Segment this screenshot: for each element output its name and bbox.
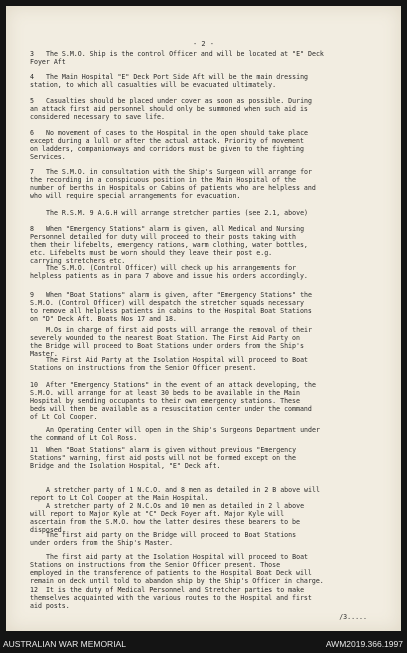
paragraph-line: Hospital by sending occupants to their own emergency stations. These [30, 397, 300, 406]
paragraph-line: S.M.O. will arrange for at least 30 beds to be available in the Main [30, 389, 300, 398]
paragraph-number: 3 [30, 50, 34, 58]
paragraph [30, 381, 392, 421]
paragraph [30, 502, 392, 534]
paragraph [30, 446, 392, 470]
paragraph-line: Stations on instructions from the Senior Officer present. [30, 364, 257, 373]
paragraph-line: on "D" Deck Aft. Boats Nos 17 and 18. [30, 315, 177, 324]
paragraph-line: employed in the transference of patients to the Hospital Boat Deck will [30, 569, 312, 578]
paragraph [30, 356, 392, 372]
paragraph-line: the recording in a conspicuous position in the Main Hospital of the [30, 176, 296, 185]
paragraph-line: The Main Hospital "E" Deck Port Side Aft will be the main dressing [46, 73, 309, 81]
paragraph-line: severely wounded to the nearest Boat Station. The First Aid Party on [30, 334, 300, 343]
paragraph [30, 553, 392, 585]
paragraph [30, 168, 392, 200]
paragraph-line: who will require special arrangements for evacuation. [30, 192, 241, 201]
paragraph-line: an attack first aid personnel should only be summoned when such aid is [30, 105, 308, 114]
paragraph-line: When "Emergency Stations" alarm is given, all Medical and Nursing [46, 225, 305, 233]
paragraph-line: Foyer Aft [30, 58, 66, 67]
continuation-marker: /3..... [339, 613, 367, 621]
paragraph-line: A stretcher party of 2 N.C.Os and 10 men as detailed in 2 l above [46, 502, 305, 510]
paragraph-line: will report to Major Kyle at "C" Deck Foyer aft. Major Kyle will [30, 510, 285, 519]
paragraph [30, 426, 392, 442]
paragraph-number: 10 [30, 381, 38, 389]
paragraph-number: 4 [30, 73, 34, 81]
paragraph-line: ascertain from the S.M.O. how the latter desires these bearers to be [30, 518, 300, 527]
paragraph-line: When "Boat Stations" alarm is given without previous "Emergency [46, 446, 297, 454]
paragraph-line: beds will then be available as a resuscitation center under the command [30, 405, 312, 414]
paragraph-line: The S.M.O. (Control Officer) will check up his arrangements for [46, 264, 297, 272]
paragraph-line: The S.M.O. in consultation with the Ship's Surgeon will arrange for [46, 168, 312, 176]
paragraph [30, 326, 392, 358]
paragraph-line: the command of Lt Col Ross. [30, 434, 138, 443]
paragraph [30, 531, 392, 547]
footer-accession: AWM2019.366.1997 [325, 639, 403, 649]
paragraph-line: It is the duty of Medical Personnel and Stretcher parties to make [46, 586, 305, 594]
paragraph [30, 209, 392, 217]
paragraph-number: 7 [30, 168, 34, 176]
paragraph-line: Personnel detailed for duty will proceed to their posts taking with [30, 233, 296, 242]
paragraph-line: M.Os in charge of first aid posts will arrange the removal of their [46, 326, 312, 334]
paragraph-line: disposed. [30, 526, 66, 535]
paragraph-line: No movement of cases to the Hospital in the open should take place [46, 129, 309, 137]
paragraph-line: When "Boat Stations" alarm is given, after "Emergency Stations" the [46, 291, 312, 299]
paragraph-line: of Lt Col Cooper. [30, 413, 98, 422]
paragraph [30, 73, 392, 89]
paragraph [30, 486, 392, 502]
paragraph-line: aid posts. [30, 602, 70, 611]
paragraph-number: 9 [30, 291, 34, 299]
paragraph [30, 586, 392, 610]
footer-bar [0, 635, 407, 653]
paragraph-line: Casualties should be placed under cover as soon as possible. During [46, 97, 312, 105]
paragraph-line: themselves acquainted with the various routes to the Hospital and first [30, 594, 312, 603]
paragraph-line: The S.M.O. Ship is the control Officer and will be located at "E" Deck [46, 50, 324, 58]
paragraph-line: station, to which all casualties will be evacuated ultimately. [30, 81, 277, 90]
paragraph-line: After "Emergency Stations" in the event of an attack developing, the [46, 381, 316, 389]
paragraph [30, 264, 392, 280]
paragraph-line: them their lifebelts, emergency rations, warm clothing, water bottles, [30, 241, 308, 250]
document-page [6, 6, 401, 631]
paragraph-line: The first aid party at the Isolation Hospital will proceed to Boat [46, 553, 309, 561]
paragraph-line: considered necessary to save life. [30, 113, 165, 122]
paragraph-number: 6 [30, 129, 34, 137]
paragraph-line: Stations" warning, first aid posts will not be formed except on the [30, 454, 296, 463]
page-number: - 2 - [192, 40, 215, 48]
paragraph-line: helpless patients as in para 7 above and issue his orders accordingly. [30, 272, 308, 281]
paragraph-line: The First Aid Party at the Isolation Hospital will proceed to Boat [46, 356, 309, 364]
paragraph-line: Stations on instructions from the Senior Officer present. Those [30, 561, 281, 570]
paragraph-number: 12 [30, 586, 38, 594]
paragraph-line: the Bridge will proceed to Boat Stations under orders from the Ship's [30, 342, 304, 351]
paragraph-line: Bridge and the Isolation Hospital, "E" Deck aft. [30, 462, 221, 471]
paragraph-line: The first aid party on the Bridge will proceed to Boat Stations [46, 531, 297, 539]
paragraph-line: A stretcher party of 1 N.C.O. and 8 men as detailed in 2 B above will [46, 486, 320, 494]
paragraph [30, 291, 392, 323]
paragraph-line: etc. Lifebelts must be worn should they leave their post e.g. [30, 249, 273, 258]
paragraph-number: 5 [30, 97, 34, 105]
paragraph [30, 129, 392, 161]
paragraph-line: Master. [30, 350, 58, 359]
paragraph-line: to remove all helpless patients in cabins to the Hospital Boat Stations [30, 307, 312, 316]
paragraph-line: An Operating Center will open in the Ship's Surgeons Department under [46, 426, 320, 434]
paragraph-line: carrying stretchers etc. [30, 257, 126, 266]
paragraph-line: Services. [30, 153, 66, 162]
paragraph-line: number of berths in Hospitals or Cabins of patients who are helpless and [30, 184, 316, 193]
paragraph-line: on ladders, companionways and corridors must be given to the fighting [30, 145, 304, 154]
footer-source: AUSTRALIAN WAR MEMORIAL [3, 639, 126, 649]
paragraph-line: S.M.O. (Control Officer) will despatch the stretcher squads necessary [30, 299, 304, 308]
paragraph-line: report to Lt Col Cooper at the Main Hospital. [30, 494, 209, 503]
paragraph [30, 50, 392, 66]
paragraph [30, 97, 392, 121]
paragraph-line: remain on deck until told to abandon ship by the Ship's Officer in charge. [30, 577, 324, 586]
paragraph-number: 8 [30, 225, 34, 233]
paragraph-line: under orders from the Ship's Master. [30, 539, 173, 548]
paragraph-line: except during a lull or after the actual attack. Priority of movement [30, 137, 304, 146]
paragraph-number: 11 [30, 446, 38, 454]
paragraph-line: The R.S.M. 9 A.G.H will arrange stretcher parties (see 2.1, above) [46, 209, 309, 217]
paragraph [30, 225, 392, 265]
